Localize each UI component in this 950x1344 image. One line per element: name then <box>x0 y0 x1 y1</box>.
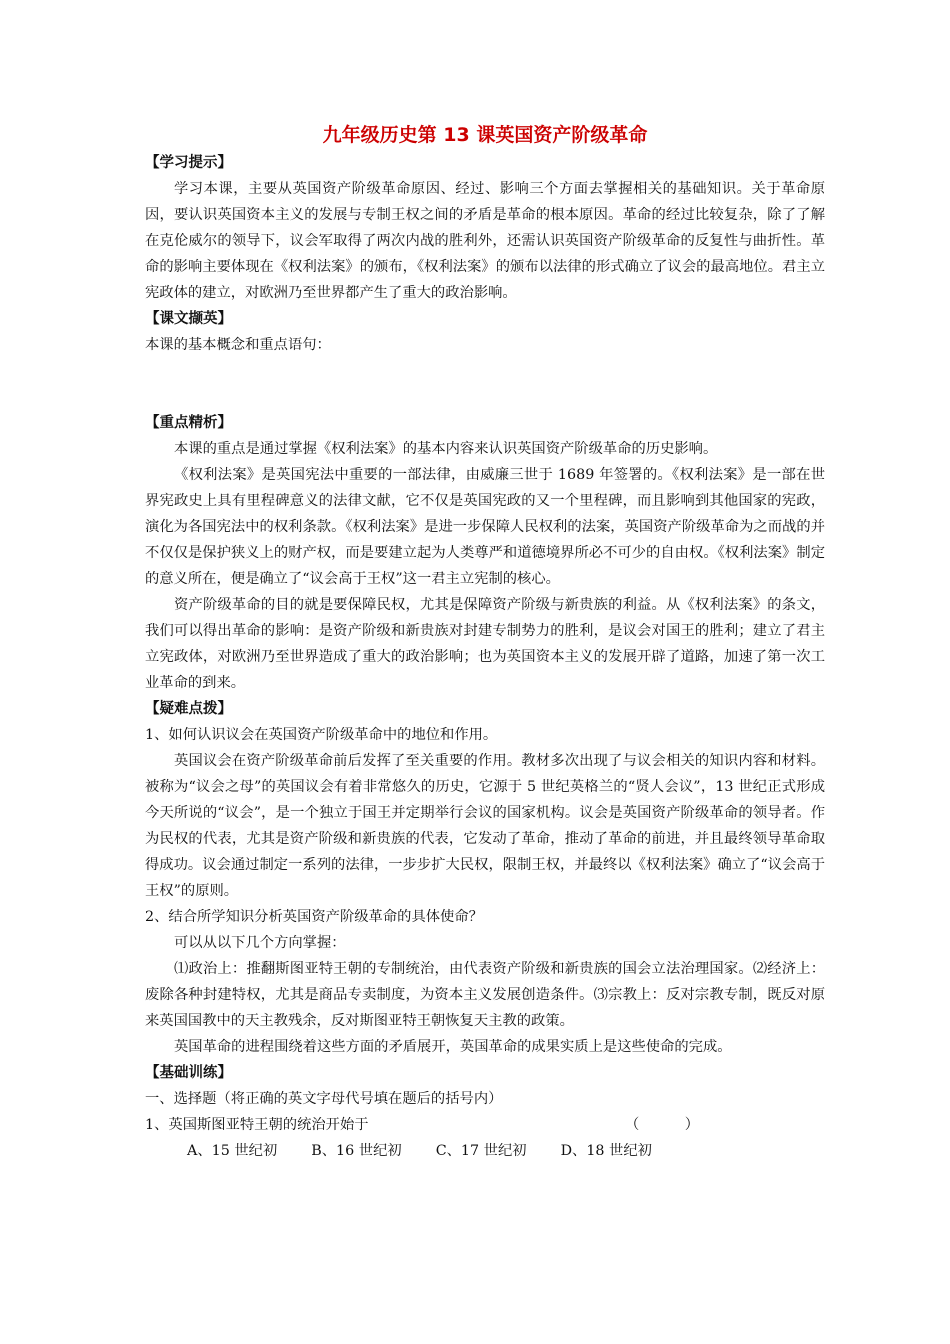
document-content <box>145 120 825 1164</box>
section-heading-tips: 【学习提示】 <box>145 155 232 171</box>
section-heading-excerpt: 【课文撷英】 <box>145 311 232 327</box>
difficult-answer-2-end: 英国革命的进程围绕着这些方面的矛盾展开，英国革命的成果实质上是这些使命的完成。 <box>174 1039 732 1055</box>
key-paragraph-3: 资产阶级革命的目的就是要保障民权，尤其是保障资产阶级与新贵族的利益。从《权利法案》的条文，我们可以得出革命的影响：是资产阶级和新贵族对封建专制势力的胜利，是议会对国王的胜利；建立了君主立宪政体，对欧洲乃至世界造成了重大的政治影响；也为英国资本主义的发展开辟了道路，加速了第一次工业革命的到来。 <box>145 597 825 691</box>
question-1-text: 1、英国斯图亚特王朝的统治开始于 <box>145 1117 369 1133</box>
option-b: B、16 世纪初 <box>311 1143 402 1159</box>
key-paragraph-2: 《权利法案》是英国宪法中重要的一部法律，由威廉三世于 1689 年签署的。《权利法案》是一部在世界宪政史上具有里程碑意义的法律文献，它不仅是英国宪政的又一个里程碑，而且影响到其他国家的宪政，演化为各国宪法中的权利条款。《权利法案》是进一步保障人民权利的法案，英国资产阶级革命为之而战的并不仅仅是保护狭义上的财产权，而是要建立起为人类尊严和道德境界所必不可少的自由权。《权利法案》制定的意义所在，便是确立了“议会高于王权”这一君主立宪制的核心。 <box>145 467 825 587</box>
excerpt-paragraph: 本课的基本概念和重点语句： <box>145 337 331 353</box>
answer-blank[interactable]: （ ） <box>625 1117 700 1133</box>
option-d: D、18 世纪初 <box>560 1143 652 1159</box>
difficult-question-1: 1、如何认识议会在英国资产阶级革命中的地位和作用。 <box>145 727 498 743</box>
difficult-answer-1: 英国议会在资产阶级革命前后发挥了至关重要的作用。教材多次出现了与议会相关的知识内容和材料。被称为“议会之母”的英国议会有着非常悠久的历史，它源于 5 世纪英格兰的“贤人会议”，13 世纪正式形成今天所说的“议会”，是一个独立于国王并定期举行会议的国家机构。议会是英国资产阶级革命的领导者。作为民权的代表，尤其是资产阶级和新贵族的代表，它发动了革命，推动了革命的前进，并且最终领导革命取得成功。议会通过制定一系列的法律，一步步扩大民权，限制王权，并最终以《权利法案》确立了“议会高于王权”的原则。 <box>145 753 825 899</box>
option-c: C、17 世纪初 <box>435 1143 527 1159</box>
key-paragraph-1: 本课的重点是通过掌握《权利法案》的基本内容来认识英国资产阶级革命的历史影响。 <box>174 441 718 457</box>
section-heading-key: 【重点精析】 <box>145 415 232 431</box>
section-heading-difficult: 【疑难点拨】 <box>145 701 232 717</box>
difficult-answer-2-body: ⑴政治上：推翻斯图亚特王朝的专制统治，由代表资产阶级和新贵族的国会立法治理国家。⑵经济上：废除各种封建特权，尤其是商品专卖制度，为资本主义发展创造条件。⑶宗教上：反对宗教专制，既反对原来英国国教中的天主教残余，反对斯图亚特王朝恢复天主教的政策。 <box>145 961 825 1029</box>
page-title: 九年级历史第 13 课英国资产阶级革命 <box>322 124 648 146</box>
difficult-question-2: 2、结合所学知识分析英国资产阶级革命的具体使命？ <box>145 909 483 925</box>
difficult-answer-2-intro: 可以从以下几个方向掌握： <box>174 935 346 951</box>
tips-paragraph: 学习本课，主要从英国资产阶级革命原因、经过、影响三个方面去掌握相关的基础知识。关于革命原因，要认识英国资本主义的发展与专制王权之间的矛盾是革命的根本原因。革命的经过比较复杂，除了了解在克伦威尔的领导下，议会军取得了两次内战的胜利外，还需认识英国资产阶级革命的反复性与曲折性。革命的影响主要体现在《权利法案》的颁布，《权利法案》的颁布以法律的形式确立了议会的最高地位。君主立宪政体的建立，对欧洲乃至世界都产生了重大的政治影响。 <box>145 181 825 301</box>
training-part-1: 一、选择题（将正确的英文字母代号填在题后的括号内） <box>145 1091 503 1107</box>
blank-space <box>145 358 825 410</box>
question-1-options <box>145 1138 825 1164</box>
option-a: A、15 世纪初 <box>187 1143 278 1159</box>
section-heading-training: 【基础训练】 <box>145 1065 232 1081</box>
question-1 <box>145 1112 825 1138</box>
